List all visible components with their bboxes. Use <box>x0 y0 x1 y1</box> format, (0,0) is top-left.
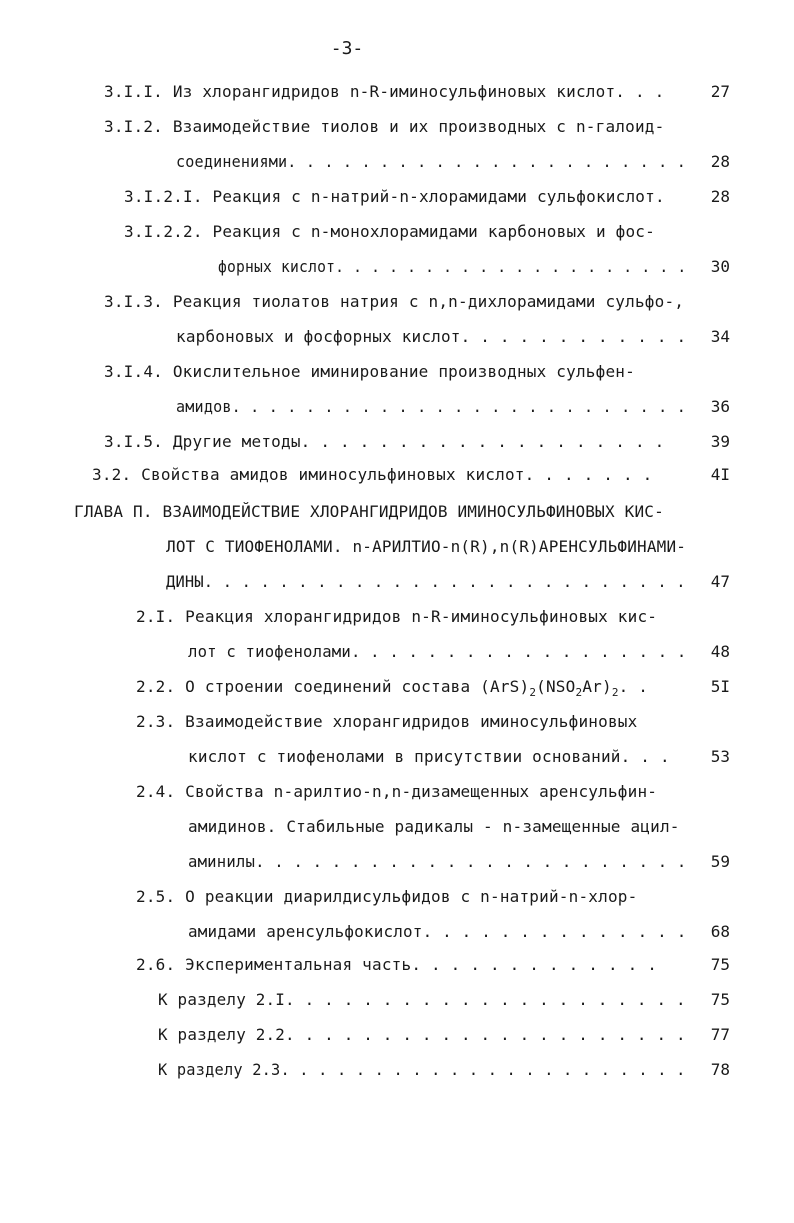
toc-line: 3.I.I. Из хлорангидридов n-R-иминосульфиновых кислот. . . <box>104 82 665 101</box>
toc-line: К разделу 2.2. . . . . . . . . . . . . . . . . . . . . <box>158 1025 686 1044</box>
toc-line: 3.I.3. Реакция тиолатов натрия с n,n-дихлорамидами сульфо-, <box>104 292 685 311</box>
toc-line: карбоновых и фосфорных кислот. . . . . . . . . . . . <box>176 327 687 346</box>
toc-text: . . <box>618 677 649 696</box>
toc-line: амидов. . . . . . . . . . . . . . . . . . . . . . . . . <box>176 397 686 416</box>
toc-page: 30 <box>710 257 730 276</box>
toc-line-formula <box>136 675 648 699</box>
toc-page: 47 <box>710 572 730 591</box>
toc-page: 75 <box>710 955 730 974</box>
toc-line: К разделу 2.3. . . . . . . . . . . . . . . . . . . . . . <box>158 1060 686 1079</box>
toc-page: 28 <box>710 187 730 206</box>
toc-line: амидами аренсульфокислот. . . . . . . . . . . . . . <box>188 922 687 941</box>
toc-text: (NSO <box>536 677 576 696</box>
chapter-heading: ЛОТ С ТИОФЕНОЛАМИ. n-АРИЛТИО-n(R),n(R)АРЕНСУЛЬФИНАМИ- <box>166 537 687 556</box>
toc-page: 5I <box>710 677 730 696</box>
toc-page: 4I <box>710 465 730 484</box>
toc-line: ДИНЫ. . . . . . . . . . . . . . . . . . . . . . . . . . <box>166 572 686 591</box>
subscript: 2 <box>529 686 537 699</box>
subscript: 2 <box>575 686 583 699</box>
toc-line: 3.I.5. Другие методы. . . . . . . . . . . . . . . . . . . <box>104 432 665 451</box>
toc-line: 3.I.4. Окислительное иминирование производных сульфен- <box>104 362 635 381</box>
toc-page: 68 <box>710 922 730 941</box>
toc-line: лот с тиофенолами. . . . . . . . . . . . . . . . . . <box>188 642 687 661</box>
toc-line: кислот с тиофенолами в присутствии оснований. . . <box>188 747 670 766</box>
subscript: 2 <box>611 686 619 699</box>
toc-page: 75 <box>710 990 730 1009</box>
toc-page: 34 <box>710 327 730 346</box>
toc-page: 48 <box>710 642 730 661</box>
toc-line: 2.5. О реакции диарилдисульфидов с n-натрий-n-хлор- <box>136 887 638 906</box>
toc-line: 2.I. Реакция хлорангидридов n-R-иминосульфиновых кис- <box>136 607 658 626</box>
toc-page: 59 <box>710 852 730 871</box>
toc-page: 39 <box>710 432 730 451</box>
toc-line: 3.I.2.I. Реакция с n-натрий-n-хлорамидами сульфокислот. <box>124 187 665 206</box>
toc-line: 3.I.2. Взаимодействие тиолов и их производных с n-галоид- <box>104 117 665 136</box>
chapter-heading: ГЛАВА П. ВЗАИМОДЕЙСТВИЕ ХЛОРАНГИДРИДОВ ИМИНОСУЛЬФИНОВЫХ КИС- <box>74 502 664 521</box>
toc-page: 27 <box>710 82 730 101</box>
toc-page: 36 <box>710 397 730 416</box>
toc-page: 77 <box>710 1025 730 1044</box>
toc-text: Ar) <box>582 677 612 696</box>
toc-line: соединениями. . . . . . . . . . . . . . . . . . . . . . <box>176 152 686 171</box>
toc-line: 3.I.2.2. Реакция с n-монохлорамидами карбоновых и фос- <box>124 222 655 241</box>
toc-line: 2.4. Свойства n-арилтио-n,n-дизамещенных аренсульфин- <box>136 782 658 801</box>
toc-line: 2.3. Взаимодействие хлорангидридов иминосульфиновых <box>136 712 638 731</box>
toc-text: 2.2. О строении соединений состава (ArS) <box>136 677 530 696</box>
toc-line: аминилы. . . . . . . . . . . . . . . . . . . . . . . <box>188 852 687 871</box>
toc-line: К разделу 2.I. . . . . . . . . . . . . . . . . . . . . <box>158 990 686 1009</box>
toc-line: 2.6. Экспериментальная часть. . . . . . . . . . . . . <box>136 955 658 974</box>
page-number: -3- <box>330 38 364 59</box>
toc-line: форных кислот. . . . . . . . . . . . . . . . . . . . <box>218 257 687 276</box>
toc-line: 3.2. Свойства амидов иминосульфиновых кислот. . . . . . . <box>92 465 653 484</box>
toc-page: 53 <box>710 747 730 766</box>
toc-page: 78 <box>710 1060 730 1079</box>
toc-page: 28 <box>710 152 730 171</box>
toc-line: амидинов. Стабильные радикалы - n-замещенные ацил- <box>188 817 680 836</box>
